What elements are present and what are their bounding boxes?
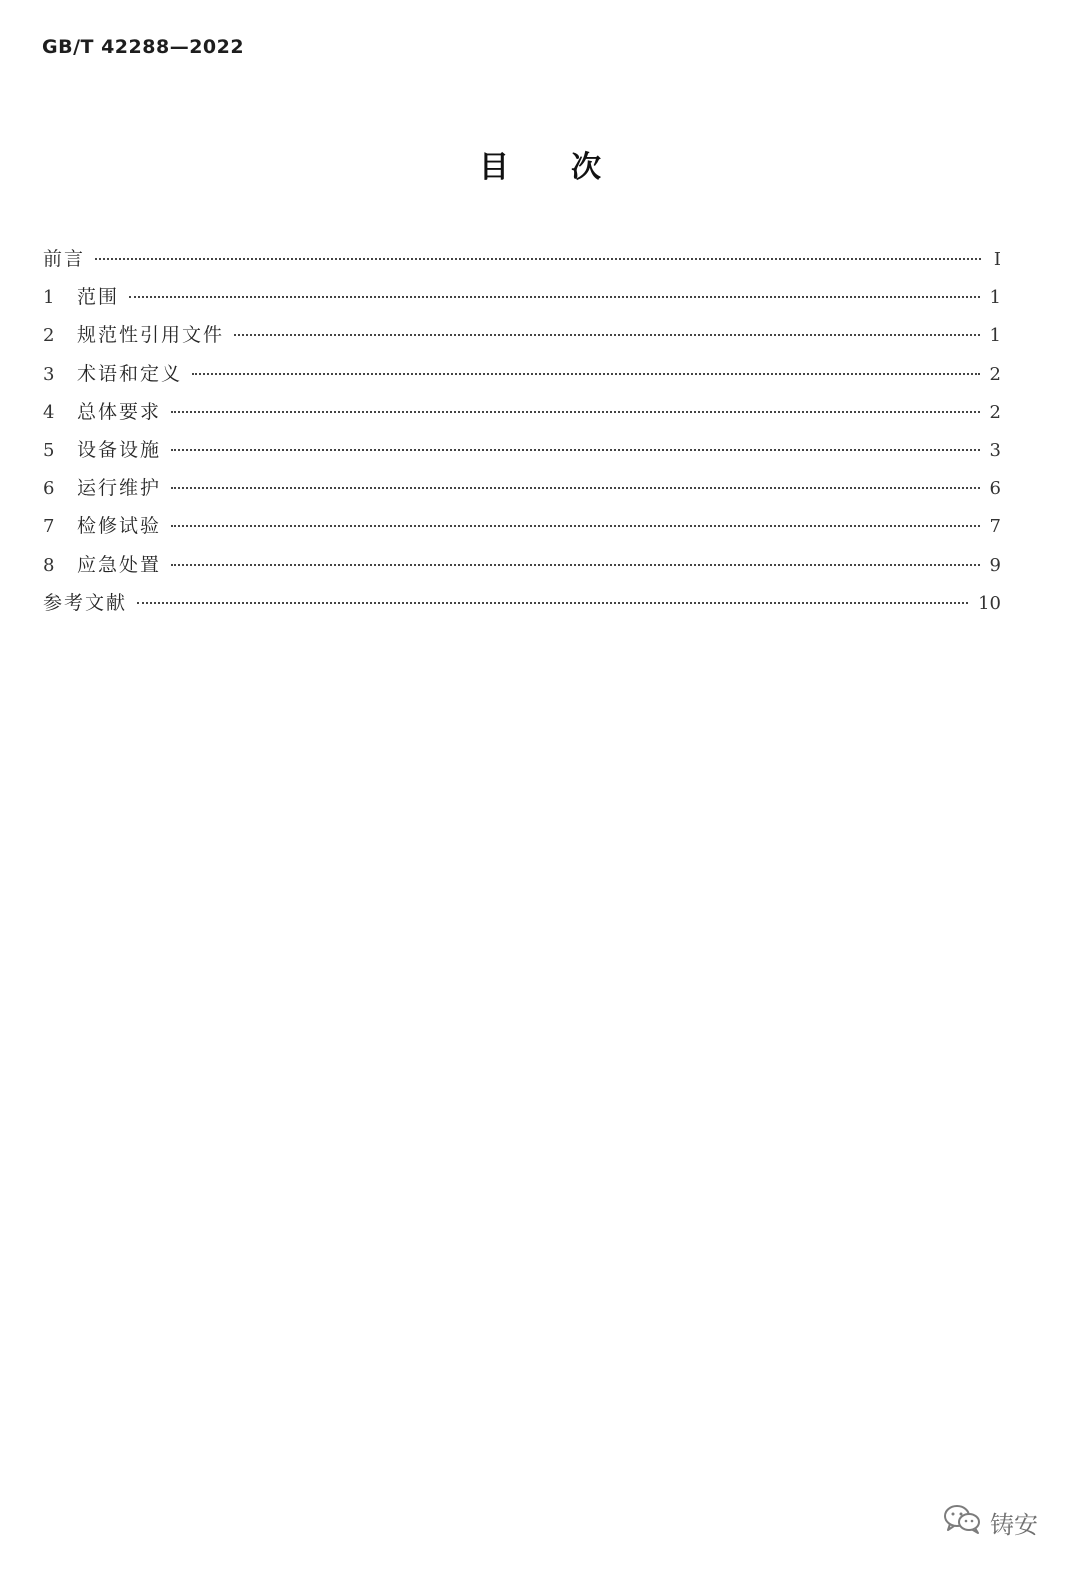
toc-entry-4[interactable]: [43, 397, 1001, 435]
toc-dot-leader: [95, 258, 981, 260]
page-title-char-2: 次: [571, 150, 601, 185]
toc-entry-number: 4: [43, 401, 55, 423]
toc-page-number: 3: [989, 439, 1001, 461]
toc-page-number: 10: [978, 592, 1001, 614]
toc-page-number: 9: [989, 554, 1001, 576]
toc-page-number: 1: [989, 325, 1001, 347]
toc-entry-label: 应急处置: [77, 553, 162, 576]
toc-entry-number: 8: [43, 554, 55, 576]
page-title: [0, 142, 1080, 186]
toc-entry-number: 6: [43, 478, 55, 500]
toc-page-number: Ⅰ: [993, 249, 1001, 270]
toc-entry-label: 总体要求: [77, 400, 162, 423]
toc-entry-8[interactable]: [43, 550, 1001, 588]
toc-dot-leader: [171, 525, 980, 527]
toc-entry-label: 检修试验: [77, 515, 162, 538]
toc-dot-leader: [129, 296, 980, 298]
toc-dot-leader: [234, 334, 980, 336]
toc-dot-leader: [171, 411, 980, 413]
toc-page-number: 7: [989, 516, 1001, 538]
toc-dot-leader: [171, 564, 980, 566]
toc-page-number: 2: [989, 363, 1001, 385]
standard-code: GB/T 42288—2022: [42, 36, 245, 58]
toc-entry-label: 范围: [77, 286, 120, 309]
watermark-text: 铸安: [990, 1510, 1038, 1539]
page-title-char-1: 目: [479, 150, 509, 185]
toc-entry-number: 1: [43, 287, 55, 309]
toc-dot-leader: [171, 449, 980, 451]
toc-entry-label: 运行维护: [77, 477, 162, 500]
toc-entry-5[interactable]: [43, 435, 1001, 473]
toc-entry-bibliography[interactable]: [43, 588, 1001, 626]
table-of-contents: [43, 244, 1001, 626]
toc-page-number: 2: [989, 401, 1001, 423]
toc-entry-number: 2: [43, 325, 55, 347]
toc-entry-2[interactable]: [43, 320, 1001, 358]
toc-entry-number: 3: [43, 363, 55, 385]
toc-dot-leader: [137, 602, 968, 604]
toc-entry-number: 7: [43, 516, 55, 538]
toc-dot-leader: [171, 487, 980, 489]
toc-entry-foreword[interactable]: [43, 244, 1001, 282]
toc-entry-label: 前言: [43, 248, 86, 270]
watermark: [942, 1502, 1038, 1542]
toc-entry-label: 设备设施: [77, 438, 162, 461]
toc-entry-label: 术语和定义: [77, 362, 183, 385]
toc-entry-1[interactable]: [43, 282, 1001, 320]
toc-page-number: 1: [989, 287, 1001, 309]
toc-entry-label: 参考文献: [43, 591, 128, 614]
toc-page-number: 6: [989, 478, 1001, 500]
toc-entry-label: 规范性引用文件: [77, 324, 225, 347]
toc-dot-leader: [192, 373, 980, 375]
toc-entry-6[interactable]: [43, 473, 1001, 511]
toc-entry-3[interactable]: [43, 359, 1001, 397]
toc-entry-number: 5: [43, 439, 55, 461]
toc-entry-7[interactable]: [43, 511, 1001, 549]
wechat-icon: [942, 1502, 984, 1542]
